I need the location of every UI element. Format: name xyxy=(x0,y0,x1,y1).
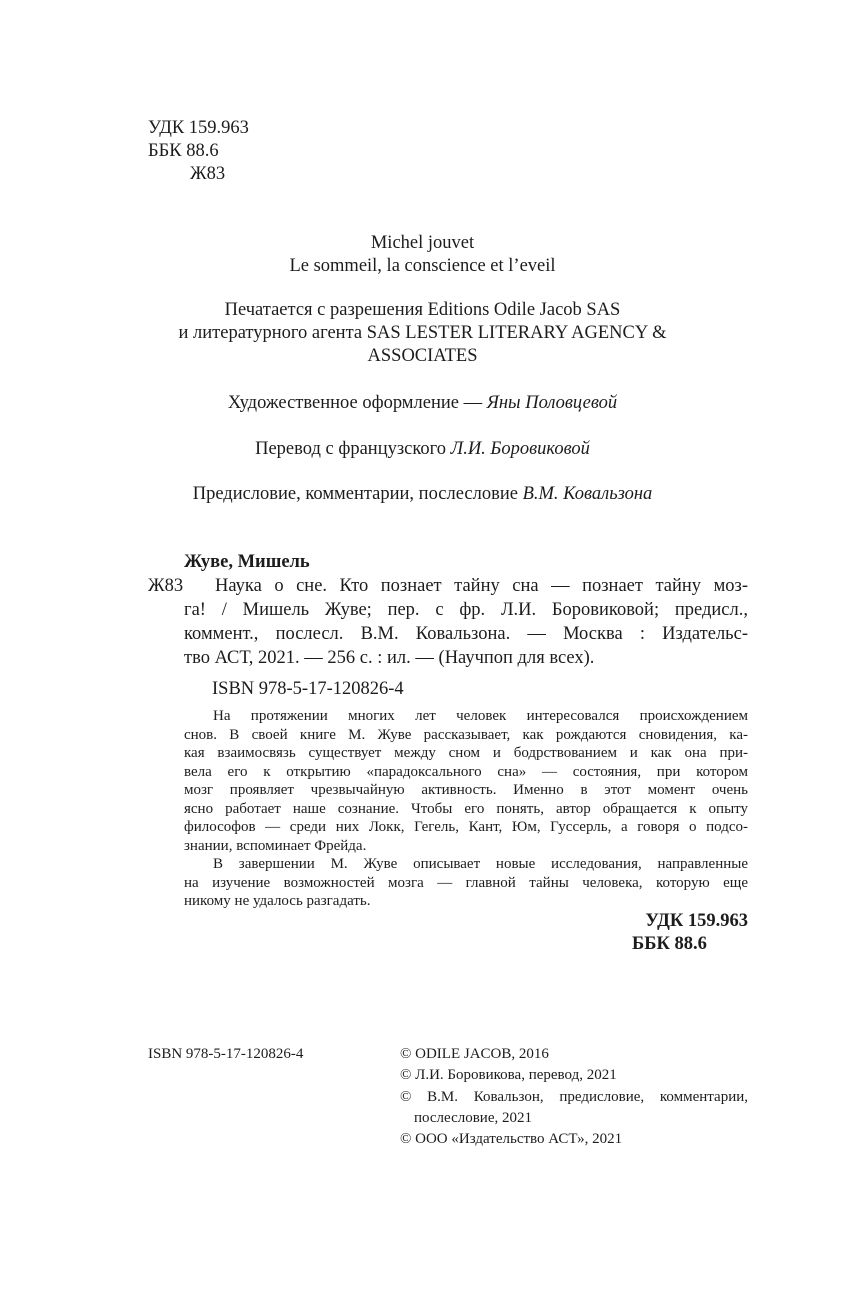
design-label: Художественное оформление — xyxy=(227,393,487,413)
design-name: Яны Половцевой xyxy=(486,393,618,413)
translation-label: Перевод с французского xyxy=(255,439,451,459)
abstract-udk: УДК 159.963 xyxy=(645,911,748,931)
bibliography-line: коммент., послесл. В.М. Ковальзона. — Москва : Издательс- xyxy=(184,624,748,644)
bibliography-mark: Ж83 xyxy=(148,576,184,596)
author-mark: Ж83 xyxy=(190,164,226,184)
abstract-line: На протяжении многих лет человек интересовался происхождением xyxy=(213,708,748,724)
abstract-line: вела его к открытию «парадоксального сна» — состояния, при котором xyxy=(184,763,748,780)
preface-label: Предисловие, комментарии, послесловие xyxy=(192,484,523,504)
bibliography-isbn: ISBN 978-5-17-120826-4 xyxy=(212,679,404,699)
bibliography-author: Жуве, Мишель xyxy=(184,552,310,572)
original-author: Michel jouvet xyxy=(370,233,475,253)
udk-code: УДК 159.963 xyxy=(148,118,249,138)
abstract-line: В завершении М. Жуве описывает новые исследования, направленные xyxy=(213,856,748,872)
translation-name: Л.И. Боровиковой xyxy=(450,439,590,459)
footer-isbn: ISBN 978-5-17-120826-4 xyxy=(148,1046,304,1062)
permission-line: и литературного агента SAS LESTER LITERARY AGENCY & xyxy=(178,323,667,343)
copyright-line: © Л.И. Боровикова, перевод, 2021 xyxy=(400,1067,617,1083)
copyright-line: © В.М. Ковальзон, предисловие, комментарии, xyxy=(400,1089,748,1105)
abstract-line: знании, вспоминает Фрейда. xyxy=(184,837,367,854)
design-credit xyxy=(0,391,845,415)
bibliography-line: га! / Мишель Жуве; пер. с фр. Л.И. Боровиковой; предисл., xyxy=(184,600,748,620)
abstract-line: кая взаимосвязь существует между сном и бодрствованием и как она при- xyxy=(184,745,748,761)
abstract-bbk: ББК 88.6 xyxy=(632,934,707,954)
preface-credit xyxy=(0,482,845,506)
permission-line: ASSOCIATES xyxy=(367,346,478,366)
copyright-line: © ODILE JACOB, 2016 xyxy=(400,1046,549,1062)
abstract-line: мозг проявляет чрезвычайную активность. Именно в этот момент очень xyxy=(184,782,748,798)
abstract-line: никому не удалось разгадать. xyxy=(184,893,371,909)
abstract-line: философов — среди них Локк, Гегель, Кант, Юм, Гуссерль, а говоря о подсо- xyxy=(184,819,748,835)
bibliography-line: тво АСТ, 2021. — 256 с. : ил. — (Научпоп для всех). xyxy=(184,648,595,668)
abstract-line: ясно работает наше сознание. Чтобы его понять, автор обращается к опыту xyxy=(184,800,748,817)
copyright-line: послесловие, 2021 xyxy=(414,1110,532,1126)
copyright-line: © ООО «Издательство АСТ», 2021 xyxy=(400,1131,623,1147)
abstract-line: на изучение возможностей мозга — главной тайны человека, которую еще xyxy=(184,874,748,891)
preface-name: В.М. Ковальзона xyxy=(522,484,653,504)
translation-credit xyxy=(0,437,845,461)
bibliography-line: Наука о сне. Кто познает тайну сна — познает тайну моз- xyxy=(215,576,748,596)
permission-line: Печатается с разрешения Editions Odile Jacob SAS xyxy=(224,300,621,320)
original-title: Le sommeil, la conscience et l’eveil xyxy=(289,256,556,276)
abstract-line: снов. В своей книге М. Жуве рассказывает, как рождаются сновидения, ка- xyxy=(184,726,748,743)
bbk-code: ББК 88.6 xyxy=(148,141,219,161)
